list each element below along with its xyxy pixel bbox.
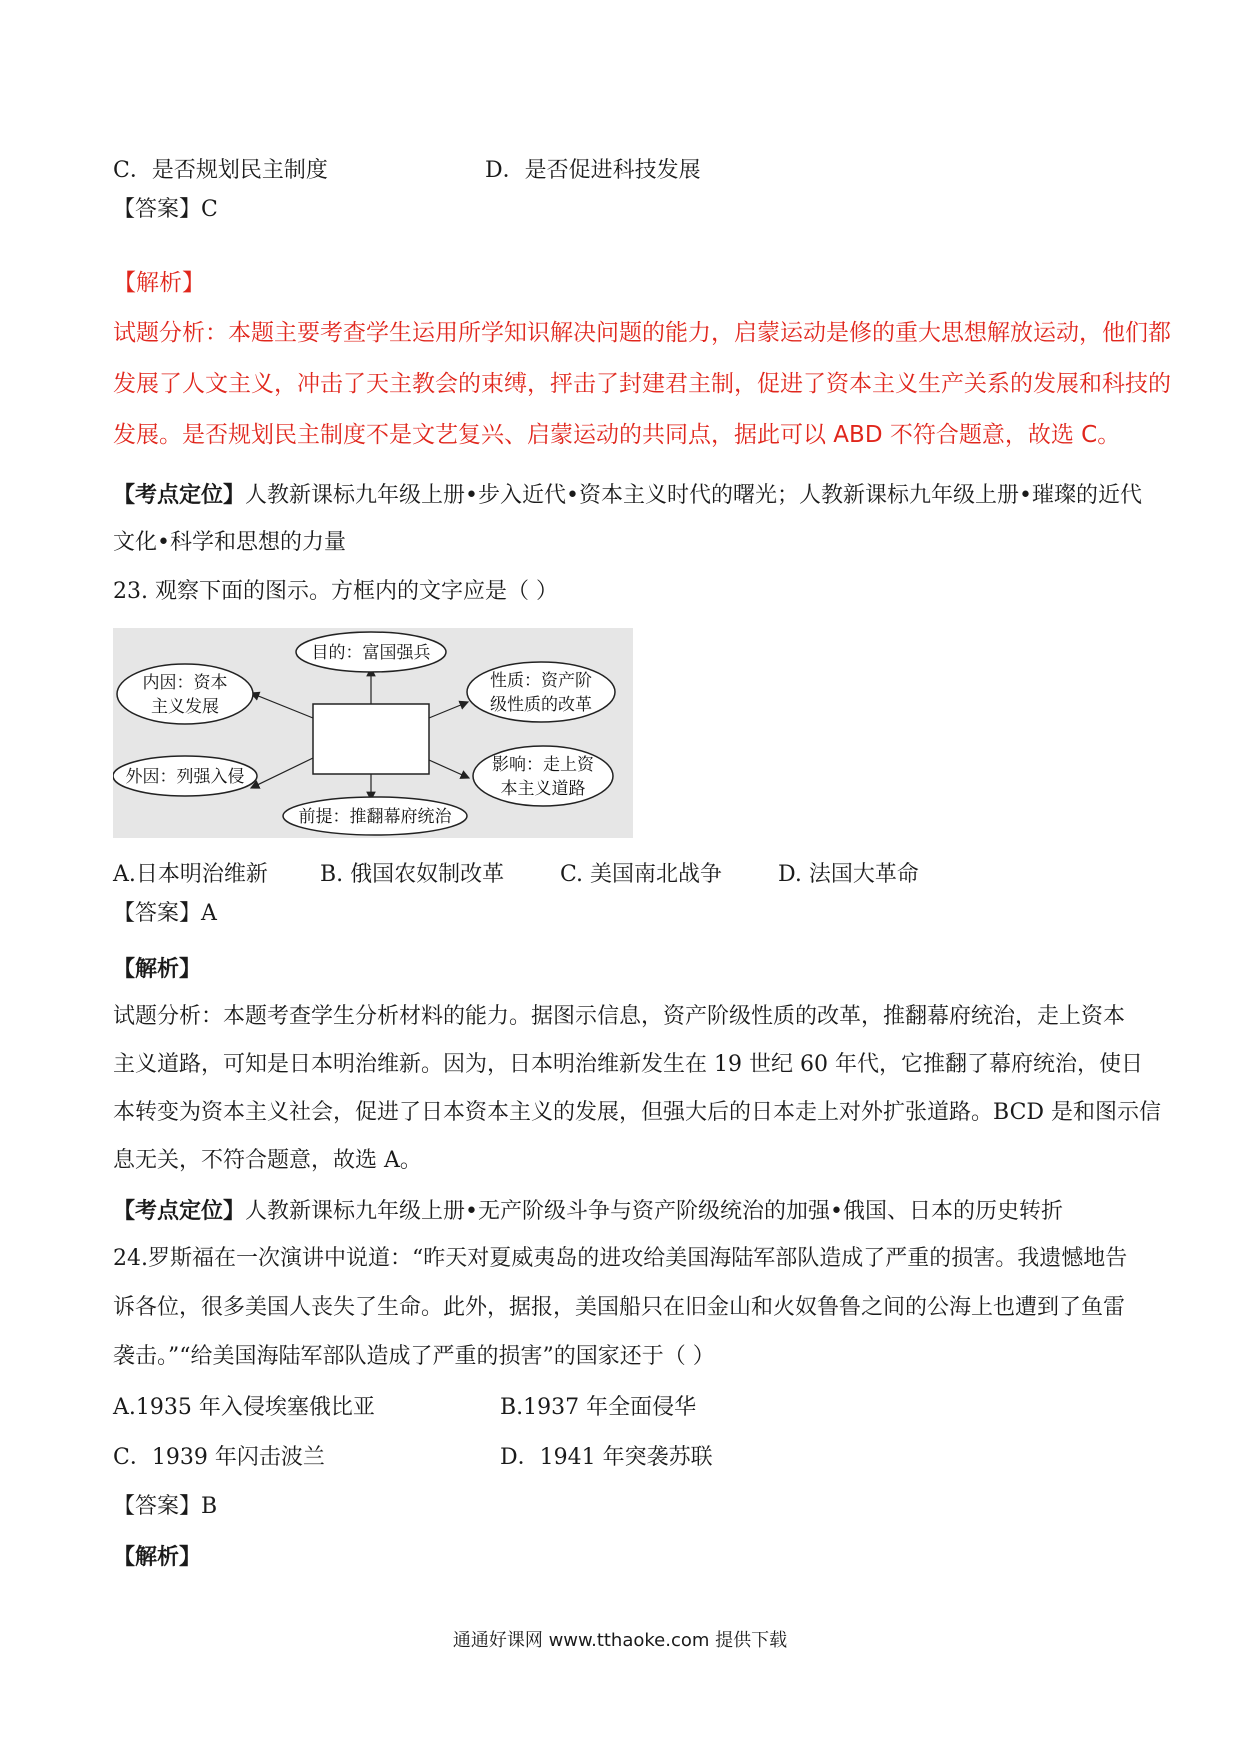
q24-option-c: C．1939 年闪击波兰 bbox=[113, 1445, 325, 1470]
q24-stem-line: 袭击。”“给美国海陆军部队造成了严重的损害”的国家还于（ ） bbox=[113, 1344, 715, 1369]
q23-analysis-line: 试题分析：本题考查学生分析材料的能力。据图示信息，资产阶级性质的改革，推翻幕府统治，走上资本 bbox=[113, 1004, 1126, 1029]
q23-option-a: A.日本明治维新 bbox=[113, 862, 268, 887]
q23-option-d: D. 法国大革命 bbox=[778, 862, 919, 887]
nature-text: 级性质的改革 bbox=[490, 695, 592, 715]
q23-kaodian bbox=[113, 1196, 1063, 1227]
q22-analysis-label: 【解析】 bbox=[113, 270, 205, 296]
nature-text: 性质：资产阶 bbox=[490, 671, 592, 691]
influence-text: 本主义道路 bbox=[500, 779, 586, 799]
q23-option-b: B. 俄国农奴制改革 bbox=[320, 862, 505, 887]
q22-answer: 【答案】C bbox=[113, 197, 218, 222]
q23-stem: 23. 观察下面的图示。方框内的文字应是（ ） bbox=[113, 579, 558, 604]
internal-cause-text: 主义发展 bbox=[151, 697, 219, 717]
kaodian-label: 【考点定位】 bbox=[113, 482, 246, 508]
q23-answer: 【答案】A bbox=[113, 901, 217, 926]
internal-cause-text: 内因：资本 bbox=[142, 673, 228, 693]
center-box bbox=[313, 704, 429, 774]
q23-analysis-line: 本转变为资本主义社会，促进了日本资本主义的发展，但强大后的日本走上对外扩张道路。BCD 是和图示信 bbox=[113, 1100, 1162, 1125]
q23-analysis-line: 息无关，不符合题意，故选 A。 bbox=[113, 1148, 422, 1173]
external-cause-text: 外因：列强入侵 bbox=[125, 767, 245, 787]
q24-stem-line: 24.罗斯福在一次演讲中说道：“昨天对夏威夷岛的进攻给美国海陆军部队造成了严重的损害。我遗憾地告 bbox=[113, 1246, 1128, 1271]
q22-kaodian-cont: 文化•科学和思想的力量 bbox=[113, 530, 346, 555]
q22-analysis-line: 发展了人文主义，冲击了天主教会的束缚，抨击了封建君主制，促进了资本主义生产关系的发展和科技的 bbox=[113, 371, 1171, 397]
influence-text: 影响：走上资 bbox=[492, 755, 594, 775]
q22-analysis-line: 试题分析：本题主要考查学生运用所学知识解决问题的能力，启蒙运动是修的重大思想解放运动，他们都 bbox=[113, 320, 1171, 346]
kaodian-text: 人教新课标九年级上册•无产阶级斗争与资产阶级统治的加强•俄国、日本的历史转折 bbox=[245, 1199, 1063, 1224]
q24-option-b: B.1937 年全面侵华 bbox=[500, 1395, 697, 1420]
q24-analysis-label: 【解析】 bbox=[113, 1544, 202, 1570]
diagram-svg bbox=[113, 628, 633, 838]
q24-option-d: D．1941 年突袭苏联 bbox=[500, 1445, 713, 1470]
q23-analysis-line: 主义道路，可知是日本明治维新。因为，日本明治维新发生在 19 世纪 60 年代，它推翻了幕府统治，使日 bbox=[113, 1052, 1143, 1077]
q22-analysis-line: 发展。是否规划民主制度不是文艺复兴、启蒙运动的共同点，据此可以 ABD 不符合题意，故选 C。 bbox=[113, 422, 1121, 448]
q22-kaodian bbox=[113, 480, 1142, 511]
page-footer: 通通好课网 www.tthaoke.com 提供下载 bbox=[452, 1630, 788, 1651]
goal-text: 目的：富国强兵 bbox=[311, 643, 431, 663]
q24-option-a: A.1935 年入侵埃塞俄比亚 bbox=[113, 1395, 375, 1420]
q23-diagram bbox=[113, 628, 633, 838]
premise-text: 前提：推翻幕府统治 bbox=[298, 807, 452, 827]
q22-option-c: C．是否规划民主制度 bbox=[113, 158, 328, 183]
kaodian-label: 【考点定位】 bbox=[113, 1198, 246, 1224]
q23-analysis-label: 【解析】 bbox=[113, 956, 202, 982]
q24-stem-line: 诉各位，很多美国人丧失了生命。此外，据报，美国船只在旧金山和火奴鲁鲁之间的公海上也遭到了鱼雷 bbox=[113, 1295, 1126, 1320]
kaodian-text: 人教新课标九年级上册•步入近代•资本主义时代的曙光；人教新课标九年级上册•璀璨的近代 bbox=[245, 483, 1142, 508]
q23-option-c: C. 美国南北战争 bbox=[560, 862, 723, 887]
q24-answer: 【答案】B bbox=[113, 1494, 218, 1519]
q22-option-d: D．是否促进科技发展 bbox=[485, 158, 701, 183]
